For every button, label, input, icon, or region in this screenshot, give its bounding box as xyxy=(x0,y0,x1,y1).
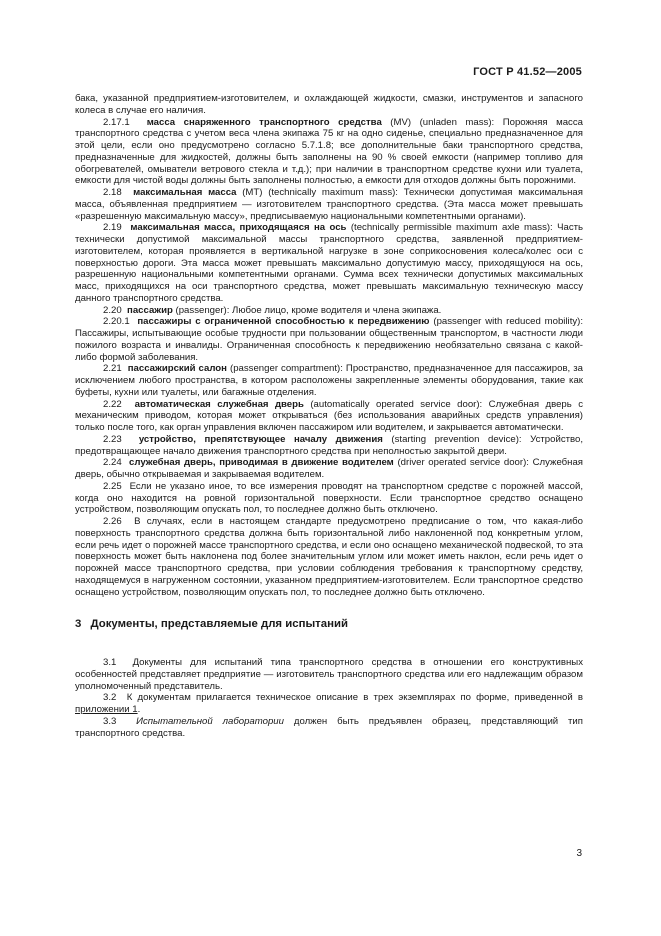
clause-number: 2.26 xyxy=(103,516,122,527)
clause-number: 2.19 xyxy=(103,222,122,234)
clause-number: 2.18 xyxy=(103,187,122,198)
section-title: Документы, представляемые для испытаний xyxy=(90,618,348,631)
definition-text: (driver operated service door): Служебная дверь, обычно открываемая и закрываемая водителем. xyxy=(75,457,584,480)
clause-number: 2.25 xyxy=(103,480,122,492)
paragraph-text: Документы для испытаний типа транспортного средства в отношении его конструктивных особенностей представляет предприятие — изготовитель транспортного средства или его надлежащим образом уполномоченный представитель. xyxy=(75,657,583,692)
paragraph-text: В случаях, если в настоящем стандарте предусмотрено предписание о том, что какая-либо поверхность транспортного средства должна быть горизонтальной либо наклоненной под конкретным углом, если речь идет о порожней массе транспортного средства, и если оно оснащено механической подвеской, то эта поверхность может быть наклонена под более значительным углом или может иметь наклон, если речь идет о порожней массе транспортного средства, при условии соблюдения требования к транспортному средству, находящемуся в нагруженном состоянии, указанном предприятием-изготовителем. Если транспортное средство оснащено устройством, позволяющим опускать пол, то последнее должно быть отключено. xyxy=(75,516,583,598)
paragraph-3-1 xyxy=(75,657,583,692)
definition-text: (passenger with reduced mobility): Пассажиры, испытывающие особые трудности при пользовании общественным транспортом, в частности люди пожилого возраста и инвалиды. Ограниченная способность к передвижению необязательно связана с какой-либо формой заболевания. xyxy=(75,316,584,363)
paragraph-intro: бака, указанной предприятием-изготовителем, и охлаждающей жидкости, смазки, инструментов и запасного колеса в случае его наличия. xyxy=(75,93,583,116)
italic-term: Испытательной лаборатории xyxy=(136,715,284,727)
paragraph-text: Если не указано иное, то все измерения проводят на транспортном средстве с порожней массой, когда оно находится на ровной горизонтальной поверхности. Если транспортное средство оснащено устройством, позволяющим опускать пол, то последнее должно быть отключено. xyxy=(75,480,583,516)
paragraph-tail: . xyxy=(137,704,141,715)
paragraph-2-18 xyxy=(75,187,583,222)
term: масса снаряженного транспортного средства xyxy=(146,116,382,128)
clause-number: 3.2 xyxy=(103,692,117,704)
clause-number: 3.3 xyxy=(103,715,117,727)
document-header: ГОСТ Р 41.52—2005 xyxy=(473,66,582,78)
paragraph-2-24 xyxy=(75,457,583,481)
paragraph-2-23 xyxy=(75,434,583,458)
clause-number: 2.22 xyxy=(103,398,122,410)
paragraph-2-26 xyxy=(75,516,583,598)
clause-number: 2.24 xyxy=(103,457,122,469)
term: пассажирский салон xyxy=(127,363,227,375)
term: устройство, препятствующее началу движения xyxy=(138,433,383,445)
definition-text: (starting prevention device): Устройство, предотвращающее начало движения транспортного средства при неполностью закрытой двери. xyxy=(75,433,583,457)
clause-number: 3.1 xyxy=(103,657,117,668)
definition-text: (MT) (technically maximum mass): Технически допустимая максимальная масса, объявленная предприятием — изготовителем транспортного средства. (Эта масса может превышать «разрешенную максимальную массу», предписываемую национальными компетентными органами). xyxy=(75,187,583,222)
definition-text: (passenger compartment): Пространство, предназначенное для пассажиров, за исключением любого пространства, в котором расположены закрепленные элементы оборудования, такие как буфеты, кухни или туалеты, или багажные отделения. xyxy=(75,363,583,398)
section-number: 3 xyxy=(75,618,82,631)
paragraph-2-20-1 xyxy=(75,316,583,363)
term: максимальная масса, приходящаяся на ось xyxy=(130,222,347,234)
paragraph-2-17-1 xyxy=(75,117,583,188)
term: служебная дверь, приводимая в движение водителем xyxy=(129,457,394,469)
paragraph-2-21 xyxy=(75,363,583,398)
paragraph-2-22 xyxy=(75,399,583,434)
term: пассажир xyxy=(127,304,173,316)
paragraph-text: К документам прилагается техническое описание в трех экземплярах по форме, приведенной в xyxy=(126,692,583,704)
paragraph-3-2 xyxy=(75,692,583,716)
paragraph-2-19 xyxy=(75,222,583,304)
clause-number: 2.20.1 xyxy=(103,316,130,328)
clause-number: 2.21 xyxy=(103,363,122,375)
section-heading xyxy=(75,619,583,631)
definition-text: (technically permissible maximum axle mass): Часть технически допустимой максимальной массы транспортного средства, заявленной предприятием-изготовителем, которая проявляется в вертикальной нагрузке в зоне соприкосновения колеса/колес оси с поверхностью дороги. Эта масса может превышать максимально допустимую массу, приходящуюся на ось, разрешенную национальными компетентными органами. Сумма всех технически допустимых максимальных масс, приходящихся на оси транспортного средства, может превышать максимальную техническую массу данного транспортного средства. xyxy=(75,222,584,304)
term: пассажиры с ограниченной способностью к передвижению xyxy=(137,316,430,328)
definition-text: (MV) (unladen mass): Порожняя масса транспортного средства с учетом веса члена экипажа 75 кг на одно сиденье, специально предназначенное для этой цели, если оно предусмотрено согласно 5.7.1.8; все дополнительные баки транспортного средства, предназначенные для жидкостей, должны быть заполнены на 90 % своей емкости (например топливо для обогревателей, омыватели ветрового стекла и т.д.); при наличии в транспортном средстве кухни или туалета, емкости для чистой воды должны быть заполнены полностью, а емкости для отходов должны быть порожними. xyxy=(75,116,583,187)
definition-text: (automatically operated service door): Служебная дверь с механическим приводом, которая может открываться (без использования аварийных средств управления) только после того, как орган управления включен пассажиром или водителем, и закрывается автоматически. xyxy=(75,398,583,433)
paragraph-3-3 xyxy=(75,716,583,740)
document-body xyxy=(75,93,583,739)
clause-number: 2.17.1 xyxy=(103,116,130,128)
page-number: 3 xyxy=(576,848,582,859)
clause-number: 2.23 xyxy=(103,433,122,445)
paragraph-2-20 xyxy=(75,305,583,317)
term: максимальная масса xyxy=(133,187,237,198)
clause-number: 2.20 xyxy=(103,304,122,316)
annex-link[interactable]: приложении 1 xyxy=(75,704,138,715)
definition-text: (passenger): Любое лицо, кроме водителя и члена экипажа. xyxy=(175,304,442,316)
term: автоматическая служебная дверь xyxy=(134,398,304,410)
paragraph-2-25 xyxy=(75,481,583,516)
paragraph-text: должен быть предъявлен образец, представляющий тип транспортного средства. xyxy=(75,715,583,739)
